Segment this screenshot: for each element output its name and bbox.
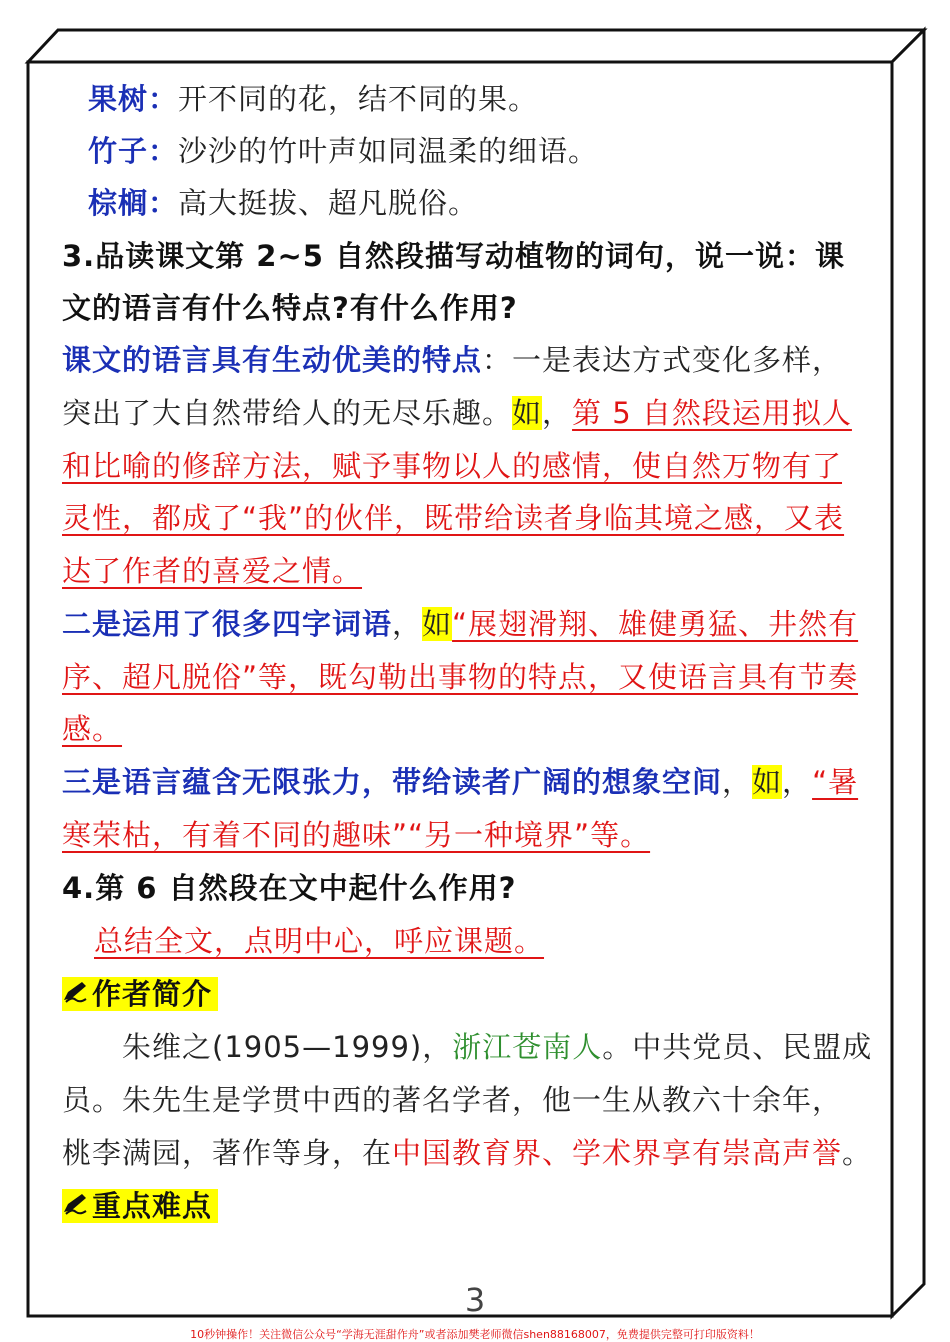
answer-4: 总结全文，点明中心，呼应课题。 xyxy=(94,924,545,958)
question-3-line1: 3.品读课文第 2~5 自然段描写动植物的词句，说一说：课 xyxy=(62,239,846,273)
answer-3-p2-line3: 感。 xyxy=(62,712,123,746)
question-4: 4.第 6 自然段在文中起什么作用? xyxy=(62,871,517,905)
item-guoshu: 果树：开不同的花，结不同的果。 xyxy=(88,82,539,116)
item-zonglv: 棕榈：高大挺拔、超凡脱俗。 xyxy=(88,186,479,220)
author-heading: 作者简介 xyxy=(62,974,218,1014)
key-points-heading: 重点难点 xyxy=(62,1186,218,1226)
answer-3-p3-line1: 三是语言蕴含无限张力，带给读者广阔的想象空间，如，“暑 xyxy=(62,765,859,799)
answer-3-p3-line2: 寒荣枯，有着不同的趣味”“另一种境界”等。 xyxy=(62,818,651,852)
author-line2: 员。朱先生是学贯中西的著名学者，他一生从教六十余年， xyxy=(62,1083,843,1117)
highlight-ru: 如 xyxy=(752,765,783,799)
pencil-icon xyxy=(62,974,92,1014)
item-zhuzi: 竹子：沙沙的竹叶声如同温柔的细语。 xyxy=(88,134,599,168)
highlight-ru: 如 xyxy=(512,396,543,430)
answer-3-p2-line1: 二是运用了很多四字词语，如“展翅滑翔、雄健勇猛、井然有 xyxy=(62,607,859,641)
answer-3-p1-line4: 灵性，都成了“我”的伙伴，既带给读者身临其境之感，又表 xyxy=(62,501,845,535)
answer-3-p1-line1: 课文的语言具有生动优美的特点：一是表达方式变化多样， xyxy=(62,343,843,377)
answer-3-p2-line2: 序、超凡脱俗”等，既勾勒出事物的特点，又使语言具有节奏 xyxy=(62,660,859,694)
answer-3-p1-line3: 和比喻的修辞方法，赋予事物以人的感情，使自然万物有了 xyxy=(62,449,843,483)
pencil-icon xyxy=(62,1186,92,1226)
answer-3-p1-line2: 突出了大自然带给人的无尽乐趣。如，第 5 自然段运用拟人 xyxy=(62,396,852,430)
page-number: 3 xyxy=(464,1281,486,1319)
answer-3-p1-line5: 达了作者的喜爱之情。 xyxy=(62,554,363,588)
footer-note: 10秒钟操作！关注微信公众号“学海无涯甜作舟”或者添加樊老师微信shen88168007，免费提供完整可打印版资料！ xyxy=(190,1328,760,1341)
author-line3: 桃李满园，著作等身，在中国教育界、学术界享有崇高声誉。 xyxy=(62,1136,873,1170)
highlight-ru: 如 xyxy=(422,607,453,641)
question-3-line2: 文的语言有什么特点?有什么作用? xyxy=(62,291,518,325)
author-line1: 朱维之(1905—1999)，浙江苍南人。中共党员、民盟成 xyxy=(122,1030,873,1064)
